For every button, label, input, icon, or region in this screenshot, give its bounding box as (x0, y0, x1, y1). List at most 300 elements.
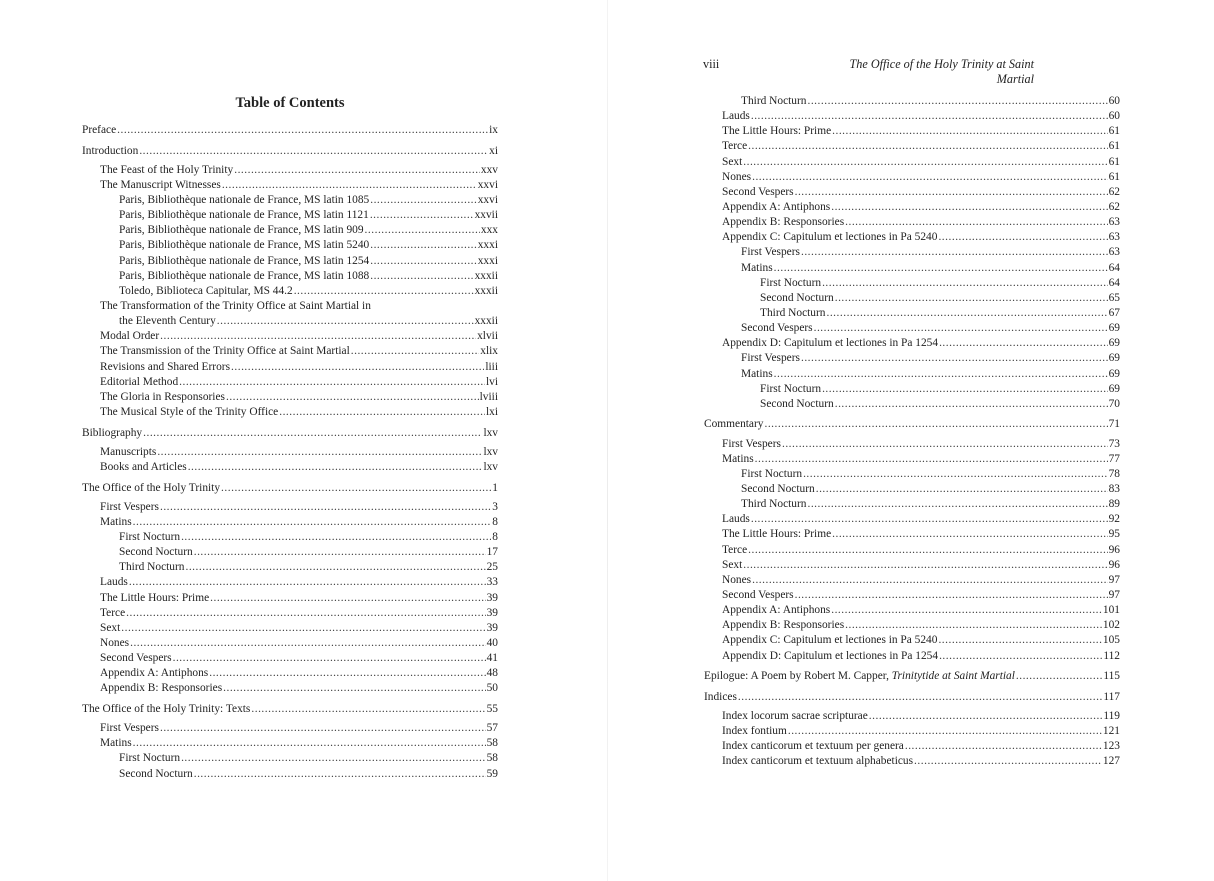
toc-title: Table of Contents (235, 95, 345, 111)
toc-entry (704, 669, 1120, 684)
toc-entry-page: 62 (1108, 200, 1120, 213)
toc-entry (704, 215, 1120, 230)
toc-entry (82, 767, 498, 782)
toc-entry (704, 170, 1120, 185)
toc-entry (82, 405, 498, 420)
toc-entry (82, 530, 498, 545)
toc-entry (82, 681, 498, 696)
toc-entry-label: Third Nocturn (119, 561, 185, 574)
toc-entry-page: 95 (1108, 528, 1120, 541)
toc-entry (704, 603, 1120, 618)
dot-leader (807, 497, 1107, 512)
toc-entry-label: First Vespers (741, 352, 800, 365)
toc-entry (82, 238, 498, 253)
toc-entry (704, 367, 1120, 382)
toc-entry-page: 123 (1102, 740, 1120, 753)
toc-entry-page: 69 (1108, 352, 1120, 365)
dot-leader (814, 321, 1108, 336)
toc-entry-page: 105 (1102, 634, 1120, 647)
dot-leader (831, 200, 1107, 215)
toc-entry-page: 97 (1108, 589, 1120, 601)
dot-leader (121, 621, 485, 636)
toc-entry (704, 649, 1120, 664)
toc-entry (82, 123, 498, 138)
toc-entry-label: Third Nocturn (741, 95, 807, 107)
dot-leader (173, 651, 486, 666)
toc-entry-label: Appendix B: Responsories (100, 682, 223, 695)
toc-entry-label: The Transformation of the Trinity Office at Saint Martial in (100, 300, 371, 313)
toc-entry (82, 445, 498, 460)
dot-leader (181, 751, 486, 766)
toc-entry-page: 127 (1102, 755, 1120, 768)
dot-leader (795, 185, 1108, 200)
dot-leader (130, 636, 486, 651)
toc-entry (82, 314, 498, 329)
toc-entry-page: 8 (492, 531, 498, 544)
toc-entry-page: xlix (480, 345, 498, 358)
toc-entry (82, 621, 498, 636)
toc-entry-label: The Musical Style of the Trinity Office (100, 406, 279, 419)
toc-entry-page: 60 (1108, 110, 1120, 123)
toc-entry-page: 63 (1108, 246, 1120, 259)
running-head-title: The Office of the Holy Trinity at Saint Martial (849, 57, 1034, 86)
toc-entry-label: Nones (722, 573, 752, 586)
toc-entry-page: lvi (485, 375, 498, 388)
toc-entry-label: The Transmission of the Trinity Office at Saint Martial (100, 345, 350, 358)
toc-entry (82, 651, 498, 666)
toc-entry-page: 96 (1108, 543, 1120, 556)
toc-entry-page: xxxi (477, 239, 498, 252)
dot-leader (822, 382, 1108, 397)
toc-entry-page: 121 (1102, 725, 1120, 738)
dot-leader (231, 360, 484, 375)
toc-entry (704, 452, 1120, 467)
toc-entry-page: xxxi (477, 254, 498, 267)
toc-entry-label: Paris, Bibliothèque nationale de France, MS latin 1254 (119, 254, 370, 267)
toc-entry (82, 575, 498, 590)
toc-entry-page: 69 (1108, 337, 1120, 350)
toc-entry (82, 751, 498, 766)
toc-entry (704, 200, 1120, 215)
toc-entry-label: Appendix A: Antiphons (100, 667, 209, 680)
toc-entry (704, 558, 1120, 573)
toc-entry-label: Appendix D: Capitulum et lectiones in Pa 1254 (722, 649, 939, 662)
toc-entry-label: Appendix A: Antiphons (722, 200, 831, 213)
toc-entry-label: Second Nocturn (119, 767, 193, 780)
toc-entry (704, 261, 1120, 276)
toc-entry-label: First Vespers (100, 500, 159, 513)
toc-entry (82, 193, 498, 208)
toc-entry (704, 690, 1120, 705)
dot-leader (803, 467, 1108, 482)
dot-leader (832, 124, 1107, 139)
toc-entry (82, 163, 498, 178)
toc-entry-page: 39 (486, 591, 498, 604)
toc-entry (82, 545, 498, 560)
toc-entry-page: 71 (1108, 418, 1120, 431)
toc-entry-label: Nones (100, 637, 130, 649)
toc-entry (82, 344, 498, 359)
toc-entry (704, 527, 1120, 542)
toc-entry-label: Second Nocturn (760, 397, 834, 410)
toc-entry-page: 25 (486, 561, 498, 574)
toc-entry-label: Terce (722, 140, 748, 153)
toc-entry (82, 481, 498, 496)
dot-leader (1016, 669, 1102, 684)
dot-leader (160, 721, 486, 736)
dot-leader (782, 437, 1108, 452)
toc-entry (82, 360, 498, 375)
dot-leader (370, 208, 474, 223)
toc-entry (82, 666, 498, 681)
dot-leader (370, 269, 473, 284)
dot-leader (126, 606, 485, 621)
toc-entry (704, 230, 1120, 245)
toc-entry-label: Nones (722, 170, 752, 183)
toc-entry-page: 62 (1108, 185, 1120, 198)
right-toc-list (704, 94, 1120, 770)
toc-entry-page: 39 (486, 621, 498, 634)
running-head-page-number: viii (703, 57, 720, 71)
toc-entry (704, 588, 1120, 603)
dot-leader (133, 515, 492, 530)
toc-entry-page: 33 (486, 576, 498, 589)
toc-entry (704, 94, 1120, 109)
dot-leader (117, 123, 488, 138)
toc-entry (82, 702, 498, 717)
toc-entry-page: xlvii (477, 330, 498, 343)
dot-leader (801, 245, 1108, 260)
dot-leader (748, 543, 1107, 558)
toc-entry-label: Third Nocturn (741, 498, 807, 511)
dot-leader (226, 390, 479, 405)
toc-entry-page: 61 (1108, 125, 1120, 138)
toc-entry-page: 101 (1102, 604, 1120, 617)
dot-leader (370, 193, 477, 208)
dot-leader (914, 754, 1102, 769)
toc-entry-page: 89 (1108, 498, 1120, 511)
toc-entry-label: Index canticorum et textuum per genera (722, 740, 904, 753)
toc-entry-page: xxv (480, 163, 498, 176)
toc-entry-label: Appendix B: Responsories (722, 619, 845, 632)
toc-entry-page: xxvi (477, 194, 498, 207)
toc-entry-page: 8 (492, 515, 498, 528)
toc-entry-label: The Little Hours: Prime (722, 125, 832, 138)
toc-entry (82, 375, 498, 390)
toc-entry-page: 69 (1108, 367, 1120, 380)
toc-entry-page: xi (489, 144, 498, 157)
toc-entry-label: Index fontium (722, 725, 787, 738)
toc-entry-label: Preface (82, 124, 117, 136)
toc-entry-label: Second Nocturn (119, 546, 193, 559)
toc-entry-label: Toledo, Biblioteca Capitular, MS 44.2 (119, 284, 293, 297)
toc-entry-page: liii (485, 360, 498, 373)
toc-entry-label: Matins (741, 261, 773, 274)
dot-leader (351, 344, 480, 359)
toc-entry (704, 124, 1120, 139)
toc-entry-label: Second Vespers (722, 185, 794, 198)
toc-entry (82, 223, 498, 238)
toc-entry-page: xxx (480, 224, 498, 237)
toc-entry-label: First Nocturn (741, 467, 803, 480)
dot-leader (788, 724, 1102, 739)
dot-leader (748, 139, 1107, 154)
toc-entry (704, 512, 1120, 527)
toc-entry-label: Matins (100, 737, 132, 750)
toc-entry-label: The Little Hours: Prime (100, 591, 210, 604)
toc-entry (82, 500, 498, 515)
toc-entry-label: Appendix D: Capitulum et lectiones in Pa 1254 (722, 337, 939, 350)
toc-entry-label: Second Vespers (100, 652, 172, 665)
toc-entry-label: Editorial Method (100, 375, 179, 388)
dot-leader (807, 94, 1107, 109)
toc-entry (704, 382, 1120, 397)
dot-leader (209, 666, 485, 681)
toc-entry-page: 3 (492, 500, 498, 513)
toc-entry-label: The Gloria in Responsories (100, 390, 225, 403)
toc-entry-page: 96 (1108, 558, 1120, 571)
toc-entry-label: First Vespers (741, 246, 800, 259)
toc-entry (704, 139, 1120, 154)
toc-entry (82, 178, 498, 193)
toc-entry-page: 73 (1108, 437, 1120, 450)
toc-entry-label: Introduction (82, 144, 139, 157)
toc-entry (82, 254, 498, 269)
dot-leader (845, 215, 1107, 230)
dot-leader (738, 690, 1102, 705)
toc-entry-label: Books and Articles (100, 460, 187, 473)
dot-leader (752, 573, 1108, 588)
toc-entry (704, 276, 1120, 291)
toc-entry-page: 117 (1103, 690, 1120, 703)
dot-leader (752, 170, 1108, 185)
toc-entry-page: 59 (486, 767, 498, 780)
toc-entry-label: Commentary (704, 418, 764, 431)
toc-entry-label: Paris, Bibliothèque nationale de France, MS latin 909 (119, 224, 364, 237)
toc-entry-page: xxvii (474, 209, 498, 222)
toc-entry-page: 112 (1103, 649, 1120, 662)
toc-entry-page: 78 (1108, 467, 1120, 480)
toc-entry-page: ix (489, 124, 498, 136)
toc-entry-page: xxxii (474, 284, 498, 297)
toc-entry-page: 48 (486, 667, 498, 680)
toc-entry-label: Second Nocturn (741, 483, 815, 496)
dot-leader (764, 417, 1107, 432)
toc-entry-page: xxvi (477, 178, 498, 191)
toc-entry (704, 754, 1120, 769)
toc-entry-label: The Little Hours: Prime (722, 528, 832, 541)
dot-leader (234, 163, 480, 178)
toc-entry-page: 77 (1108, 452, 1120, 465)
dot-leader (188, 460, 483, 475)
toc-entry-label: Sext (722, 155, 743, 168)
toc-entry-page: 58 (486, 752, 498, 765)
dot-leader (294, 284, 474, 299)
toc-entry-label: Sext (100, 621, 121, 634)
dot-leader (160, 500, 491, 515)
dot-leader (939, 336, 1108, 351)
toc-entry-label: Appendix A: Antiphons (722, 604, 831, 617)
toc-entry-page: 83 (1108, 483, 1120, 496)
toc-entry-page: 70 (1108, 397, 1120, 410)
toc-entry-label: Paris, Bibliothèque nationale de France, MS latin 1088 (119, 269, 370, 282)
toc-entry (704, 543, 1120, 558)
toc-entry-label: Third Nocturn (760, 306, 826, 319)
toc-entry (704, 417, 1120, 432)
toc-entry (82, 329, 498, 344)
toc-entry-page: 40 (486, 637, 498, 649)
toc-entry-label: The Feast of the Holy Trinity (100, 163, 234, 176)
toc-entry (704, 336, 1120, 351)
dot-leader (223, 681, 485, 696)
right-page (607, 0, 1214, 881)
toc-entry-label: Matins (741, 367, 773, 380)
toc-entry-label: The Office of the Holy Trinity: Texts (82, 703, 251, 716)
toc-entry (704, 155, 1120, 170)
toc-entry-page: 102 (1102, 619, 1120, 632)
toc-entry-page: lxv (483, 460, 498, 473)
toc-entry-page: lxv (483, 445, 498, 458)
toc-entry-label: Epilogue: A Poem by Robert M. Capper, Trinitytide at Saint Martial (704, 670, 1015, 683)
toc-entry (82, 636, 498, 651)
toc-entry-label: First Nocturn (119, 752, 181, 765)
toc-entry-page: 69 (1108, 322, 1120, 335)
dot-leader (194, 767, 486, 782)
dot-leader (831, 603, 1102, 618)
dot-leader (835, 397, 1108, 412)
toc-entry (704, 739, 1120, 754)
toc-entry-label: First Nocturn (119, 531, 181, 544)
toc-entry-label: Lauds (722, 513, 750, 526)
dot-leader (129, 575, 486, 590)
toc-entry (704, 724, 1120, 739)
toc-entry-page: xxxii (474, 315, 498, 328)
toc-entry-label: Bibliography (82, 426, 143, 439)
dot-leader (133, 736, 486, 751)
toc-entry-label: Index locorum sacrae scripturae (722, 709, 868, 722)
toc-entry (82, 208, 498, 223)
toc-entry-page: lxi (485, 406, 498, 419)
toc-entry-page: 61 (1108, 140, 1120, 153)
toc-entry (82, 606, 498, 621)
dot-leader (869, 709, 1103, 724)
dot-leader (835, 291, 1108, 306)
dot-leader (139, 144, 488, 159)
dot-leader (365, 223, 480, 238)
dot-leader (845, 618, 1102, 633)
toc-entry-label: Modal Order (100, 330, 160, 343)
dot-leader (221, 481, 491, 496)
toc-entry-page: 50 (486, 682, 498, 695)
toc-entry (704, 291, 1120, 306)
toc-entry-page: 57 (486, 722, 498, 735)
dot-leader (743, 558, 1107, 573)
toc-entry (82, 515, 498, 530)
toc-entry-page: 63 (1108, 231, 1120, 244)
toc-entry-label: First Vespers (722, 437, 781, 450)
toc-entry (704, 497, 1120, 512)
toc-entry-label: Second Nocturn (760, 291, 834, 304)
toc-entry (704, 245, 1120, 260)
toc-entry-label: First Vespers (100, 722, 159, 735)
toc-entry (704, 709, 1120, 724)
dot-leader (938, 230, 1107, 245)
toc-entry-label: First Nocturn (760, 276, 822, 289)
toc-entry (82, 390, 498, 405)
toc-entry (704, 321, 1120, 336)
dot-leader (179, 375, 485, 390)
toc-entry-page: 61 (1108, 170, 1120, 183)
toc-entry-label: Sext (722, 558, 743, 571)
dot-leader (938, 633, 1101, 648)
toc-entry (704, 437, 1120, 452)
toc-entry-label: Appendix C: Capitulum et lectiones in Pa 5240 (722, 634, 938, 647)
toc-entry-label: Appendix B: Responsories (722, 216, 845, 229)
toc-entry-page: 39 (486, 606, 498, 619)
toc-entry-page: 61 (1108, 155, 1120, 168)
dot-leader (181, 530, 491, 545)
toc-entry-label: Lauds (100, 576, 128, 589)
toc-entry-label: Index canticorum et textuum alphabeticus (722, 755, 914, 768)
toc-entry (82, 460, 498, 475)
toc-entry-page: 63 (1108, 216, 1120, 229)
dot-leader (939, 649, 1102, 664)
toc-entry (82, 426, 498, 441)
toc-entry-page: 17 (486, 546, 498, 559)
dot-leader (160, 329, 476, 344)
dot-leader (157, 445, 482, 460)
toc-entry-page: 60 (1108, 95, 1120, 107)
dot-leader (795, 588, 1108, 603)
toc-entry-page: 97 (1108, 573, 1120, 586)
toc-entry-page: 69 (1108, 382, 1120, 395)
toc-entry-page: 64 (1108, 261, 1120, 274)
dot-leader (832, 527, 1107, 542)
toc-entry (82, 591, 498, 606)
toc-entry-label: Manuscripts (100, 445, 157, 458)
toc-entry-label: Paris, Bibliothèque nationale de France, MS latin 5240 (119, 239, 370, 252)
dot-leader (826, 306, 1107, 321)
dot-leader (905, 739, 1102, 754)
toc-entry (704, 306, 1120, 321)
toc-entry-page: 41 (486, 652, 498, 665)
toc-entry-label: Terce (722, 543, 748, 556)
toc-entry-label: Appendix C: Capitulum et lectiones in Pa 5240 (722, 231, 938, 244)
toc-entry (82, 721, 498, 736)
dot-leader (755, 452, 1108, 467)
toc-entry (704, 185, 1120, 200)
dot-leader (222, 178, 477, 193)
toc-entry (82, 736, 498, 751)
dot-leader (816, 482, 1108, 497)
toc-entry-page: 1 (492, 481, 498, 494)
dot-leader (279, 405, 485, 420)
toc-entry-page: 92 (1108, 513, 1120, 526)
toc-entry (82, 144, 498, 159)
toc-entry-label: Terce (100, 606, 126, 619)
toc-entry-label: Indices (704, 690, 737, 703)
toc-entry-page: 64 (1108, 276, 1120, 289)
dot-leader (143, 426, 482, 441)
toc-entry-page: lxv (483, 426, 498, 439)
left-toc-list (82, 123, 498, 782)
toc-entry (704, 467, 1120, 482)
toc-entry-page: xxxii (474, 269, 498, 282)
toc-entry-page: 119 (1103, 709, 1120, 722)
toc-entry (704, 482, 1120, 497)
toc-entry-label: Second Vespers (741, 322, 813, 335)
toc-entry-page: 65 (1108, 291, 1120, 304)
